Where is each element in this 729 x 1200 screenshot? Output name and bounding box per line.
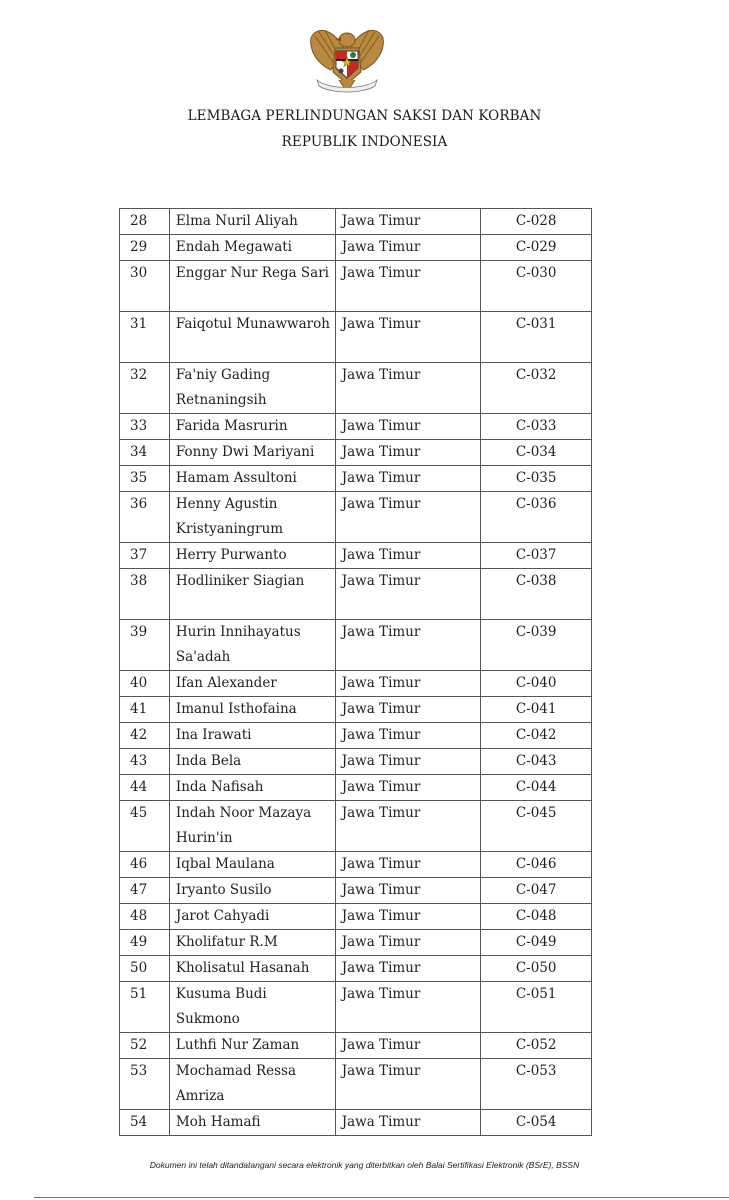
table-row: [120, 878, 592, 904]
electronic-signature-note: Dokumen ini telah ditandatangani secara elektronik yang diterbitkan oleh Balai Sertifikasi Elektronik (BSrE), BSSN: [149, 1160, 580, 1170]
name-cell: Hodliniker Siagian: [169, 569, 335, 620]
province-cell: Jawa Timur: [335, 620, 481, 671]
row-number-cell: 43: [120, 749, 170, 775]
row-number-cell: 30: [120, 261, 170, 312]
table-row: [120, 1033, 592, 1059]
province-cell: Jawa Timur: [335, 904, 481, 930]
footer-divider: [34, 1197, 729, 1198]
province-cell: Jawa Timur: [335, 775, 481, 801]
name-cell: Henny Agustin Kristyaningrum: [169, 492, 335, 543]
row-number-cell: 42: [120, 723, 170, 749]
province-cell: Jawa Timur: [335, 697, 481, 723]
province-cell: Jawa Timur: [335, 414, 481, 440]
code-cell: C-030: [481, 261, 592, 312]
name-cell: Elma Nuril Aliyah: [169, 209, 335, 235]
code-cell: C-040: [481, 671, 592, 697]
row-number-cell: 29: [120, 235, 170, 261]
table-row: [120, 671, 592, 697]
table-row: [120, 569, 592, 620]
name-cell: Kholifatur R.M: [169, 930, 335, 956]
table-row: [120, 492, 592, 543]
code-cell: C-043: [481, 749, 592, 775]
province-cell: Jawa Timur: [335, 1059, 481, 1110]
table-row: [120, 775, 592, 801]
code-cell: C-046: [481, 852, 592, 878]
province-cell: Jawa Timur: [335, 209, 481, 235]
garuda-emblem-icon: [305, 20, 389, 100]
row-number-cell: 37: [120, 543, 170, 569]
name-cell: Hamam Assultoni: [169, 466, 335, 492]
code-cell: C-051: [481, 982, 592, 1033]
code-cell: C-054: [481, 1110, 592, 1136]
name-cell: Mochamad Ressa Amriza: [169, 1059, 335, 1110]
code-cell: C-033: [481, 414, 592, 440]
province-cell: Jawa Timur: [335, 982, 481, 1033]
row-number-cell: 47: [120, 878, 170, 904]
code-cell: C-031: [481, 312, 592, 363]
province-cell: Jawa Timur: [335, 312, 481, 363]
row-number-cell: 33: [120, 414, 170, 440]
province-cell: Jawa Timur: [335, 261, 481, 312]
province-cell: Jawa Timur: [335, 956, 481, 982]
row-number-cell: 51: [120, 982, 170, 1033]
table-row: [120, 749, 592, 775]
table-row: [120, 620, 592, 671]
code-cell: C-036: [481, 492, 592, 543]
code-cell: C-045: [481, 801, 592, 852]
table-row: [120, 1059, 592, 1110]
row-number-cell: 54: [120, 1110, 170, 1136]
institution-heading: LEMBAGA PERLINDUNGAN SAKSI DAN KORBAN: [187, 108, 542, 124]
name-cell: Iryanto Susilo: [169, 878, 335, 904]
roster-table: [119, 208, 592, 1136]
province-cell: Jawa Timur: [335, 801, 481, 852]
province-cell: Jawa Timur: [335, 1033, 481, 1059]
table-row: [120, 697, 592, 723]
code-cell: C-035: [481, 466, 592, 492]
row-number-cell: 40: [120, 671, 170, 697]
table-row: [120, 904, 592, 930]
code-cell: C-042: [481, 723, 592, 749]
row-number-cell: 45: [120, 801, 170, 852]
province-cell: Jawa Timur: [335, 930, 481, 956]
name-cell: Kholisatul Hasanah: [169, 956, 335, 982]
row-number-cell: 44: [120, 775, 170, 801]
province-cell: Jawa Timur: [335, 671, 481, 697]
roster-table-body: [120, 209, 592, 1136]
row-number-cell: 46: [120, 852, 170, 878]
name-cell: Inda Nafisah: [169, 775, 335, 801]
province-cell: Jawa Timur: [335, 440, 481, 466]
province-cell: Jawa Timur: [335, 1110, 481, 1136]
name-cell: Iqbal Maulana: [169, 852, 335, 878]
name-cell: Kusuma Budi Sukmono: [169, 982, 335, 1033]
code-cell: C-039: [481, 620, 592, 671]
row-number-cell: 31: [120, 312, 170, 363]
table-row: [120, 363, 592, 414]
name-cell: Imanul Isthofaina: [169, 697, 335, 723]
name-cell: Luthfi Nur Zaman: [169, 1033, 335, 1059]
code-cell: C-038: [481, 569, 592, 620]
table-row: [120, 466, 592, 492]
row-number-cell: 49: [120, 930, 170, 956]
code-cell: C-044: [481, 775, 592, 801]
name-cell: Herry Purwanto: [169, 543, 335, 569]
row-number-cell: 38: [120, 569, 170, 620]
table-row: [120, 312, 592, 363]
name-cell: Faiqotul Munawwaroh: [169, 312, 335, 363]
province-cell: Jawa Timur: [335, 492, 481, 543]
table-row: [120, 414, 592, 440]
row-number-cell: 52: [120, 1033, 170, 1059]
code-cell: C-048: [481, 904, 592, 930]
row-number-cell: 36: [120, 492, 170, 543]
table-row: [120, 261, 592, 312]
name-cell: Ina Irawati: [169, 723, 335, 749]
code-cell: C-041: [481, 697, 592, 723]
row-number-cell: 50: [120, 956, 170, 982]
name-cell: Endah Megawati: [169, 235, 335, 261]
country-heading: REPUBLIK INDONESIA: [281, 134, 448, 150]
table-row: [120, 930, 592, 956]
name-cell: Fonny Dwi Mariyani: [169, 440, 335, 466]
row-number-cell: 28: [120, 209, 170, 235]
name-cell: Farida Masrurin: [169, 414, 335, 440]
code-cell: C-053: [481, 1059, 592, 1110]
name-cell: Moh Hamafi: [169, 1110, 335, 1136]
province-cell: Jawa Timur: [335, 878, 481, 904]
table-row: [120, 852, 592, 878]
code-cell: C-052: [481, 1033, 592, 1059]
table-row: [120, 209, 592, 235]
name-cell: Hurin Innihayatus Sa'adah: [169, 620, 335, 671]
province-cell: Jawa Timur: [335, 723, 481, 749]
code-cell: C-028: [481, 209, 592, 235]
province-cell: Jawa Timur: [335, 749, 481, 775]
province-cell: Jawa Timur: [335, 543, 481, 569]
table-row: [120, 440, 592, 466]
province-cell: Jawa Timur: [335, 235, 481, 261]
table-row: [120, 956, 592, 982]
name-cell: Ifan Alexander: [169, 671, 335, 697]
table-row: [120, 1110, 592, 1136]
table-row: [120, 235, 592, 261]
code-cell: C-047: [481, 878, 592, 904]
table-row: [120, 723, 592, 749]
code-cell: C-029: [481, 235, 592, 261]
code-cell: C-032: [481, 363, 592, 414]
province-cell: Jawa Timur: [335, 466, 481, 492]
code-cell: C-049: [481, 930, 592, 956]
name-cell: Inda Bela: [169, 749, 335, 775]
province-cell: Jawa Timur: [335, 569, 481, 620]
table-row: [120, 982, 592, 1033]
row-number-cell: 48: [120, 904, 170, 930]
row-number-cell: 32: [120, 363, 170, 414]
name-cell: Fa'niy Gading Retnaningsih: [169, 363, 335, 414]
row-number-cell: 53: [120, 1059, 170, 1110]
province-cell: Jawa Timur: [335, 363, 481, 414]
province-cell: Jawa Timur: [335, 852, 481, 878]
name-cell: Jarot Cahyadi: [169, 904, 335, 930]
code-cell: C-034: [481, 440, 592, 466]
code-cell: C-037: [481, 543, 592, 569]
table-row: [120, 801, 592, 852]
row-number-cell: 41: [120, 697, 170, 723]
name-cell: Indah Noor Mazaya Hurin'in: [169, 801, 335, 852]
row-number-cell: 34: [120, 440, 170, 466]
code-cell: C-050: [481, 956, 592, 982]
row-number-cell: 39: [120, 620, 170, 671]
table-row: [120, 543, 592, 569]
row-number-cell: 35: [120, 466, 170, 492]
name-cell: Enggar Nur Rega Sari: [169, 261, 335, 312]
